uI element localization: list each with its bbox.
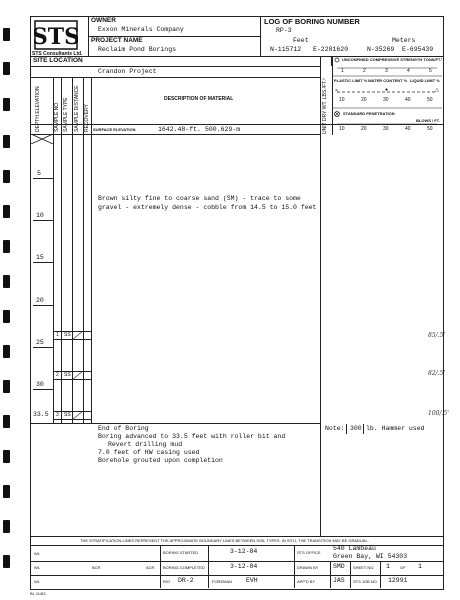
ucs-symbol-icon [335, 58, 339, 62]
log-title: LOG OF BORING NUMBER [264, 17, 360, 26]
hammer-weight: 300 [350, 425, 362, 432]
soil-description-line-1: Brown silty fine to coarse sand (SM) - trace to some [98, 195, 301, 202]
boring-completed-label: BORING COMPLETED [163, 565, 205, 570]
owner-value: Exxon Minerals Company [98, 26, 184, 33]
owner-label: OWNER [91, 17, 116, 24]
ucs-label: UNCONFINED COMPRESSIVE STRENGTH TONS/FT.² [342, 57, 443, 62]
ucs-tick-4: 4 [407, 68, 410, 74]
svg-text:STS: STS [34, 24, 78, 50]
wl-3: WL [34, 579, 40, 584]
sheet-no-label: SHEET NO. [353, 565, 375, 570]
depth-label-25: 25 [36, 339, 44, 346]
col-unit-dry-wt: UNIT DRY WT. LBS./FT.³ [322, 78, 328, 134]
sheet-no-value: 1 [386, 563, 390, 570]
surface-elevation-m: 500.629-m [205, 126, 241, 133]
sheet-total-value: 1 [418, 563, 422, 570]
drawn-by-value: SMD [333, 563, 345, 570]
foreman-label: FOREMAN [212, 579, 232, 584]
appd-by-value: JAS [333, 577, 345, 584]
appd-by-label: APP'D BY [297, 579, 316, 584]
spt-label: STANDARD PENETRATION [343, 111, 395, 116]
liquid-limit-label: LIQUID LIMIT % [410, 78, 440, 83]
wc-tick-50: 50 [427, 97, 433, 103]
wl-2: WL [34, 565, 40, 570]
project-name-value: Reclaim Pond Borings [98, 46, 177, 53]
water-content-label: WATER CONTENT % [368, 78, 408, 83]
handwritten-spt-3: 100/.5' [428, 410, 449, 417]
wc-tick-40: 40 [405, 97, 411, 103]
of-label: OF [400, 565, 406, 570]
boring-completed-value: 3-12-84 [230, 563, 258, 570]
hammer-note-label: Note: [325, 425, 345, 432]
description-header: DESCRIPTION OF MATERIAL [164, 96, 234, 102]
ucs-tick-1: 1 [341, 68, 344, 74]
surface-elevation-label: SURFACE ELEVATION [93, 127, 136, 132]
form-code: BL 11/83 [30, 591, 46, 596]
spt-tick-40: 40 [405, 126, 411, 132]
ucs-tick-5: 5 [429, 68, 432, 74]
meters-label: Meters [392, 37, 416, 44]
wc-tick-20: 20 [361, 97, 367, 103]
ucs-tick-2: 2 [363, 68, 366, 74]
sts-office-label: STS OFFICE [297, 550, 321, 555]
foreman-value: EVH [246, 577, 258, 584]
col-sample-no: SAMPLE NO. [54, 101, 60, 132]
end-note-line: 7.0 feet of HW casing used [98, 449, 200, 456]
rig-value: DR-2 [178, 577, 194, 584]
col-depth-elevation: DEPTH ELEVATION [35, 86, 41, 132]
col-recovery: RECOVERY [84, 104, 90, 132]
strength-panel: UNCONFINED COMPRESSIVE STRENGTH TONS/FT.² 1 2 3 4 5 PLASTIC LIMIT % WATER CONTENT % LIQUID LIMIT % × ● △ 10 20 30 40 50 STANDARD PENETRATION BLOWS / FT. 10 20 30 40 50 [334, 57, 443, 132]
handwritten-spt-2: 82/.5' [428, 370, 446, 377]
job-no-value: 12991 [388, 577, 408, 584]
wl-1: WL [34, 551, 40, 556]
depth-label-33-5: 33.5 [33, 411, 49, 418]
site-location-value: Crandon Project [98, 68, 157, 75]
sample-no-3: 3 [56, 412, 59, 418]
depth-label-10: 10 [36, 212, 44, 219]
rig-label: RIG [163, 579, 171, 584]
wc-tick-30: 30 [383, 97, 389, 103]
drawn-by-label: DRAWN BY [297, 565, 319, 570]
depth-header-cross [31, 134, 53, 144]
end-note-line: End of Boring [98, 425, 149, 432]
wc-tick-10: 10 [339, 97, 345, 103]
blows-label: BLOWS / FT. [416, 118, 440, 123]
office-address-2: Green Bay, WI 54303 [333, 553, 408, 560]
sample-type-2: SS [64, 372, 71, 378]
company-name: STS Consultants Ltd. [32, 51, 83, 57]
office-address-1: 540 Lambeau [333, 545, 376, 552]
spt-tick-20: 20 [361, 126, 367, 132]
spt-tick-50: 50 [427, 126, 433, 132]
col-sample-type: SAMPLE TYPE [63, 97, 69, 132]
spt-tick-10: 10 [339, 126, 345, 132]
sample-no-1: 1 [56, 332, 59, 338]
surface-elevation-ft: 1642.48-ft. [158, 126, 201, 133]
acr-label: ACR [146, 565, 155, 570]
boring-number: RP-3 [276, 27, 292, 34]
depth-label-20: 20 [36, 297, 44, 304]
coord-feet-e: E-2281620 [313, 46, 349, 53]
handwritten-spt-1: 85/.5' [428, 332, 446, 339]
sts-logo-icon [34, 20, 78, 50]
col-sample-distance: SAMPLE DISTANCE [74, 85, 80, 132]
project-name-label: PROJECT NAME [91, 37, 143, 44]
depth-label-15: 15 [36, 254, 44, 261]
stratification-note: THE STRATIFICATION LINES REPRESENT THE APPROXIMATE BOUNDARY LINES BETWEEN SOIL TYPES. IN SITU, THE TRANSITION MAY BE GRADUAL. [80, 538, 369, 543]
boring-started-label: BORING STARTED [163, 550, 199, 555]
end-note-line: Borehole grouted upon completion [98, 457, 223, 464]
end-note-line: Boring advanced to 33.5 feet with roller bit and [98, 433, 286, 440]
sample-type-1: SS [64, 332, 71, 338]
feet-label: Feet [293, 37, 309, 44]
hammer-note-text: lb. Hammer used [366, 425, 425, 432]
coord-feet-n: N-115712 [270, 46, 302, 53]
end-note-line: Revert drilling mud [108, 441, 183, 448]
depth-label-5: 5 [37, 170, 41, 177]
sample-no-2: 2 [56, 372, 59, 378]
boring-started-value: 3-12-84 [230, 548, 258, 555]
ucs-tick-3: 3 [385, 68, 388, 74]
sts-logo [34, 20, 78, 50]
bcr-label: BCR [92, 565, 101, 570]
soil-description-line-2: gravel - extremely dense - cobble from 14.5 to 15.0 feet [98, 204, 317, 211]
site-location-label: SITE LOCATION [33, 57, 83, 64]
coord-meters-e: E-695439 [402, 46, 434, 53]
job-no-label: STS JOB NO. [353, 579, 378, 584]
sample-type-3: SS [64, 412, 71, 418]
spt-tick-30: 30 [383, 126, 389, 132]
plastic-limit-label: PLASTIC LIMIT % [334, 78, 368, 83]
depth-label-30: 30 [36, 381, 44, 388]
coord-meters-n: N-35269 [367, 46, 395, 53]
